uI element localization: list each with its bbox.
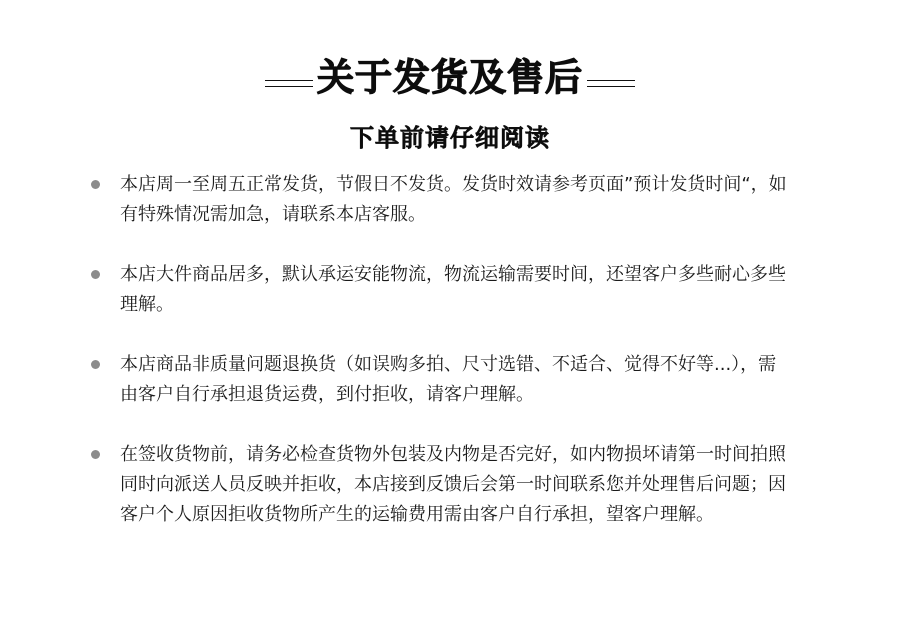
notice-text: 本店大件商品居多，默认承运安能物流，物流运输需要时间，还望客户多些耐心多些理解。	[120, 264, 786, 315]
page-subtitle: 下单前请仔细阅读	[350, 124, 550, 152]
notice-text: 本店周一至周五正常发货，节假日不发货。发货时效请参考页面”预计发货时间“，如有特殊情况需加急，请联系本店客服。	[120, 174, 787, 225]
notice-list	[90, 170, 790, 530]
title-left-double-rule	[265, 80, 313, 90]
notice-text: 在签收货物前，请务必检查货物外包装及内物是否完好，如内物损坏请第一时间拍照同时向派送人员反映并拒收，本店接到反馈后会第一时间联系您并处理售后问题；因客户个人原因拒收货物所产生的运输费用需由客户自行承担，望客户理解。	[120, 444, 786, 525]
title-group	[265, 47, 635, 101]
notice-item-shipping-schedule	[90, 170, 790, 230]
bullet-dot-icon	[91, 180, 100, 189]
bullet-dot-icon	[91, 270, 100, 279]
bullet-dot-icon	[91, 360, 100, 369]
title-right-double-rule	[587, 80, 635, 90]
notice-item-returns	[90, 350, 790, 410]
notice-item-inspection	[90, 440, 790, 530]
page-title: 关于发货及售后	[317, 56, 583, 99]
bullet-dot-icon	[91, 450, 100, 459]
notice-text: 本店商品非质量问题退换货（如误购多拍、尺寸选错、不适合、觉得不好等...），需由客户自行承担退货运费，到付拒收，请客户理解。	[120, 354, 777, 405]
page-header	[0, 46, 900, 102]
notice-item-logistics	[90, 260, 790, 320]
